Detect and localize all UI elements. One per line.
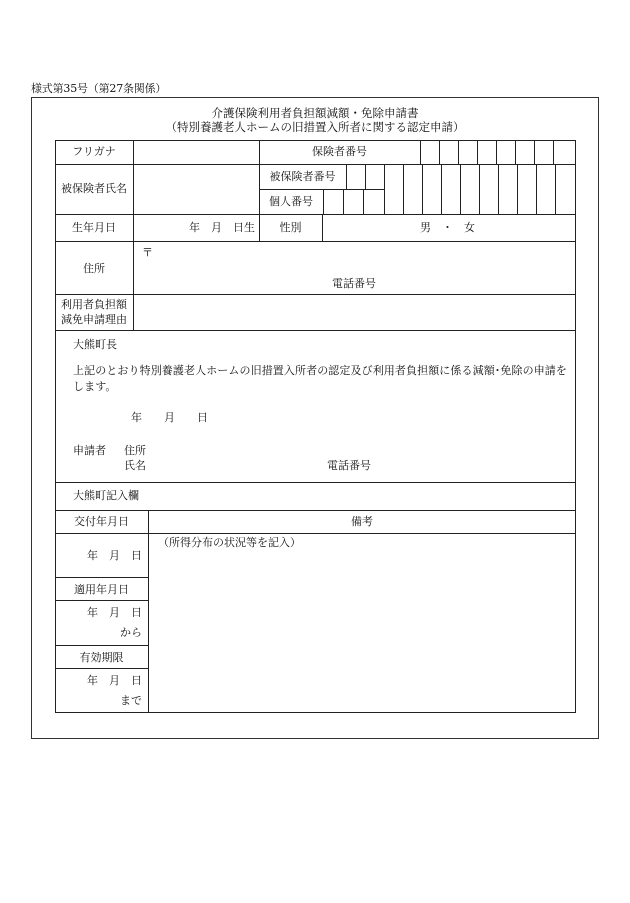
birthdate-label: 生年月日 [72,221,116,234]
applicant-address-label: 住所 [124,444,146,457]
furigana-label: フリガナ [72,145,116,158]
form-title: 介護保険利用者負担額減額・免除申請書 [211,106,419,120]
addressee: 大熊町長 [73,338,117,351]
insurer-number-label: 保険者番号 [312,145,367,158]
issue-date-value: 年 月 日 [87,549,142,562]
address-label: 住所 [83,262,105,275]
form-subtitle: （特別養護老人ホームの旧措置入所者に関する認定申請） [165,120,465,134]
insured-name-label: 被保険者氏名 [61,182,127,195]
insured-number-label: 被保険者番号 [269,170,336,183]
postal-mark: 〒 [142,246,153,259]
from-label: から [120,626,142,639]
sex-options: 男 ・ 女 [420,221,475,234]
apply-date-label: 適用年月日 [74,583,129,596]
office-use-heading: 大熊町記入欄 [73,489,139,502]
reason-label-1: 利用者負担額 [61,298,127,311]
sex-label: 性別 [279,221,302,234]
remarks-label: 備考 [351,515,373,528]
reason-label-2: 減免申請理由 [61,313,127,326]
personal-number-label: 個人番号 [269,195,313,208]
form-number: 様式第35号（第27条関係） [31,82,167,95]
issue-date-label: 交付年月日 [74,515,129,528]
apply-date-value: 年 月 日 [87,606,142,619]
applicant-label: 申請者 [73,444,106,457]
declaration-date: 年 月 日 [131,411,208,424]
expiry-date-value: 年 月 日 [87,674,142,687]
birthdate-format: 年 月 日生 [189,221,255,234]
remarks-note: （所得分布の状況等を記入） [158,536,301,549]
declaration-body: 上記のとおり特別養護老人ホームの旧措置入所者の認定及び利用者負担額に係る減額･免除の申請をします。 [73,364,567,393]
phone-label: 電話番号 [332,277,376,290]
expiry-label: 有効期限 [79,651,124,664]
until-label: まで [120,694,142,707]
applicant-name-label: 氏名 [124,459,146,472]
applicant-phone-label: 電話番号 [327,459,371,472]
